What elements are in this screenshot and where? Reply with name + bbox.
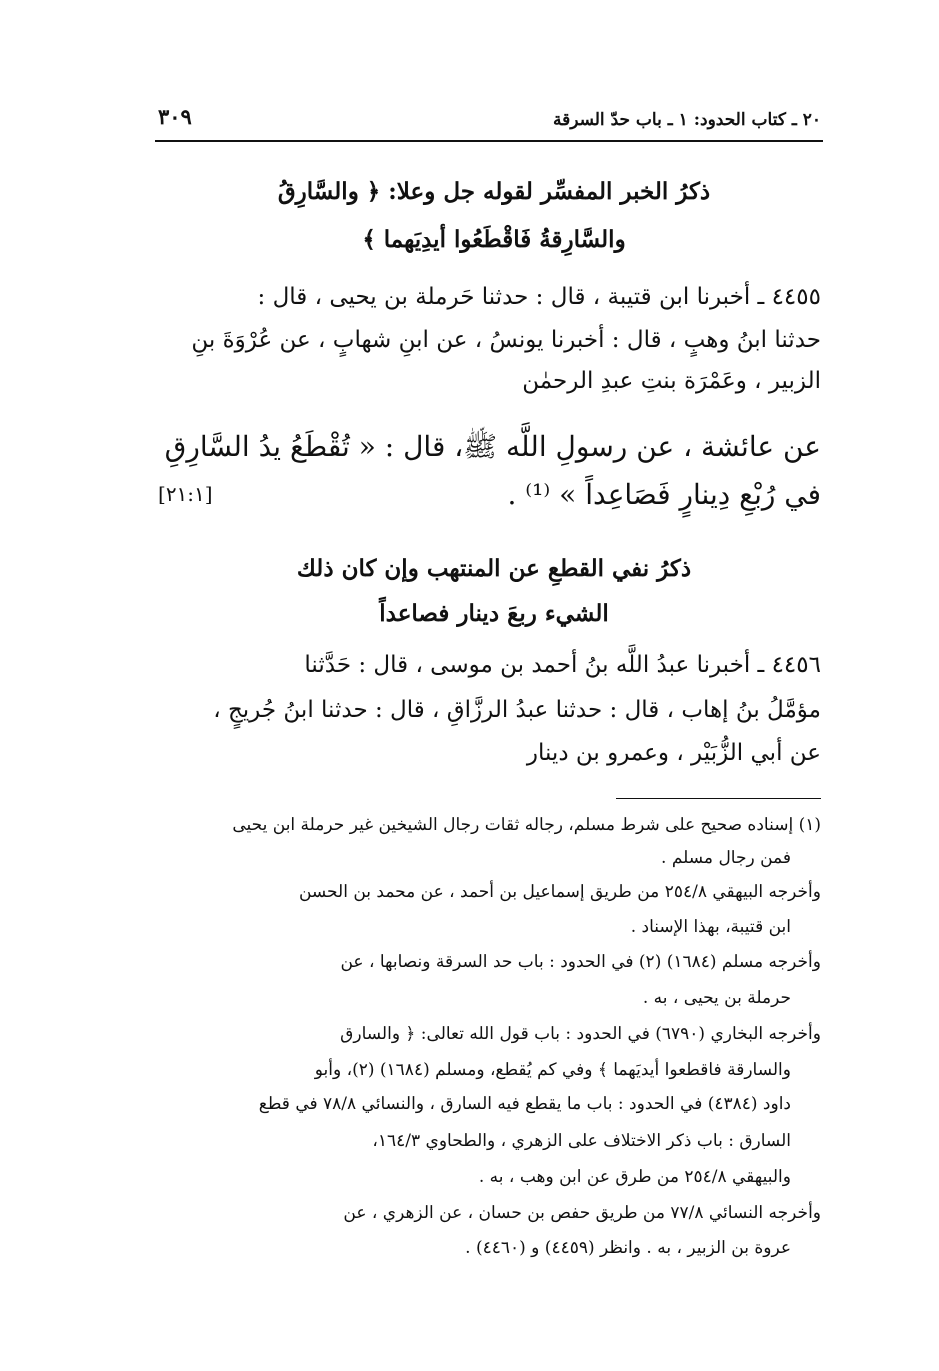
footnote-line: (١) إسناده صحيح على شرط مسلم، رجاله ثقات رجال الشيخين غير حرملة ابن يحيى	[232, 815, 821, 835]
hadith-4456-line-1: ٤٤٥٦ ـ أخبرنا عبدُ اللَّه بنُ أحمد بن موسى ، قال : حَدَّثنا	[304, 652, 821, 678]
running-header-title: ٢٠ ـ كتاب الحدود: ١ ـ باب حدّ السرقة	[552, 110, 821, 130]
footnote-line: فمن رجال مسلم .	[661, 848, 791, 868]
footnote-line: داود (٤٣٨٤) في الحدود : باب ما يقطع فيه السارق ، والنسائي ٧٨/٨ في قطع	[258, 1094, 791, 1114]
hadith-4455-text-line-1: عن عائشة ، عن رسولِ اللَّه ﷺ، قال : « تُقْطَعُ يدُ السَّارِقِ	[164, 430, 821, 463]
footnote-line: ابن قتيبة، بهذا الإسناد .	[630, 917, 791, 937]
footnote-line: والبيهقي ٢٥٤/٨ من طرق عن ابن وهب ، به .	[478, 1167, 791, 1187]
hadith-4456-line-2: مؤمَّلُ بنُ إهاب ، قال : حدثنا عبدُ الرزَّاقِ ، قال : حدثنا ابنُ جُريجٍ ،	[213, 697, 821, 723]
hadith-4455-line-1: ٤٤٥٥ ـ أخبرنا ابن قتيبة ، قال : حدثنا حَرملة بن يحيى ، قال :	[257, 284, 821, 310]
cross-reference: [٢١:١]	[158, 482, 213, 506]
page-number: ٣٠٩	[158, 104, 192, 129]
hadith-4455-line-2: حدثنا ابنُ وهبٍ ، قال : أخبرنا يونسُ ، عن ابنِ شهابٍ ، عن عُرْوَةَ بنِ	[191, 327, 821, 353]
footnote-line: وأخرجه النسائي ٧٧/٨ من طريق حفص بن حسان ، عن الزهري ، عن	[343, 1203, 821, 1223]
section-heading-2-line-1: ذكرُ نفي القطعِ عن المنتهب وإن كان ذلك	[296, 555, 692, 582]
footnote-line: وأخرجه البيهقي ٢٥٤/٨ من طريق إسماعيل بن أحمد ، عن محمد بن الحسن	[298, 882, 821, 902]
footnote-line: وأخرجه البخاري (٦٧٩٠) في الحدود : باب قول الله تعالى: ﴿ والسارق	[340, 1024, 821, 1044]
section-heading-2-line-2: الشيء ربعَ دينار فصاعداً	[379, 600, 609, 627]
hadith-4456-line-3: عن أبي الزُّبَيْر ، وعمرو بن دينار	[526, 740, 821, 766]
section-heading-1-line-2: والسَّارِقةُ فَاقْطَعُوا أيدِيَهما ﴾	[362, 226, 626, 253]
footnote-separator	[616, 798, 821, 799]
footnote-line: حرملة بن يحيى ، به .	[642, 988, 791, 1008]
footnote-line: السارق : باب ذكر الاختلاف على الزهري ، والطحاوي ١٦٤/٣،	[372, 1131, 791, 1151]
footnote-line: والسارقة فاقطعوا أيديَهما ﴾ وفي كم يُقطع، ومسلم (١٦٨٤) (٢)، وأبو	[314, 1060, 791, 1080]
hadith-4455-text-line-2: في رُبْعِ دِينارٍ فَصَاعِداً » ⁽¹⁾ .	[507, 478, 821, 511]
section-heading-1-line-1: ذكرُ الخبر المفسِّر لقوله جل وعلا: ﴿ والسَّارِقُ	[277, 178, 711, 205]
hadith-4455-line-3: الزبير ، وعَمْرَة بنتِ عبدِ الرحمٰن	[522, 368, 821, 394]
footnote-line: وأخرجه مسلم (١٦٨٤) (٢) في الحدود : باب حد السرقة ونصابها ، عن	[340, 952, 821, 972]
header-rule	[155, 140, 823, 142]
footnote-line: عروة بن الزبير ، به . وانظر (٤٤٥٩) و (٤٤٦٠) .	[465, 1238, 791, 1258]
